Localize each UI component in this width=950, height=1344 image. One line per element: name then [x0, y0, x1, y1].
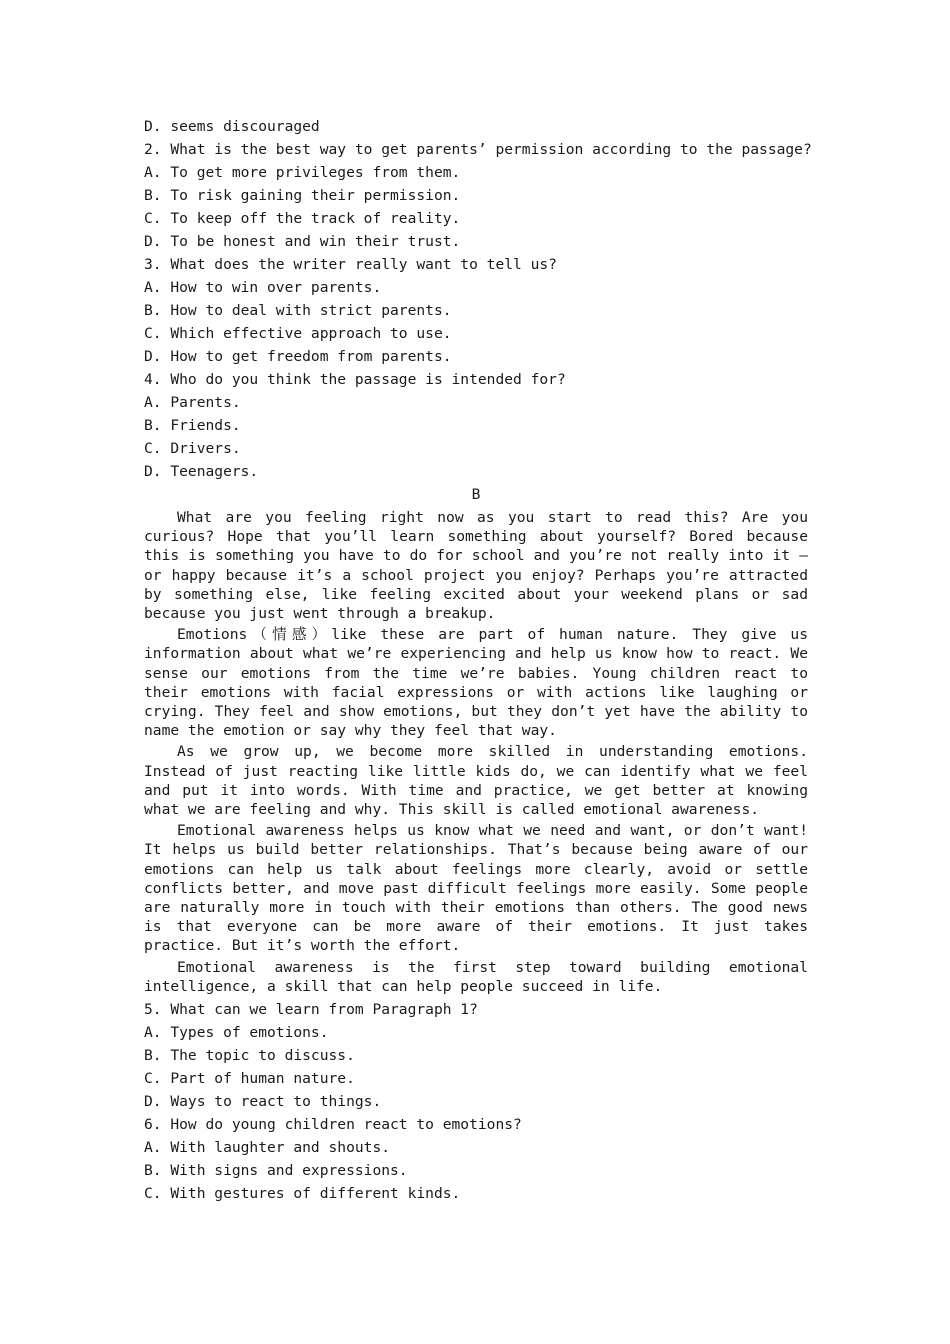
passage-b-paragraph-3: As we grow up, we become more skilled in understanding emotions. Instead of just reacting like little kids do, we can identify what we feel and put it into words. With time and practice, we get better at knowing what we are feeling and why. This skill is called emotional awareness. [144, 743, 808, 819]
q1-option-d: D. seems discouraged [144, 118, 320, 135]
q2-option-c: C. To keep off the track of reality. [144, 210, 461, 227]
passage-b-paragraph-1: What are you feeling right now as you start to read this? Are you curious? Hope that you’ll learn something about yourself? Bored because this is something you have to do for school and you’re not really into it — or happy because it’s a school project you enjoy? Perhaps you’re attracted by something else, like feeling excited about your weekend plans or sad because you just went through a breakup. [144, 509, 808, 623]
passage-b-paragraph-4: Emotional awareness helps us know what we need and want, or don’t want! It helps us build better relationships. That’s because being aware of our emotions can help us talk about feelings more clearly, avoid or settle conflicts better, and move past difficult feelings more easily. Some people are naturally more in touch with their emotions than others. The good news is that everyone can be more aware of their emotions. It just takes practice. But it’s worth the effort. [144, 822, 808, 955]
document-page [144, 115, 812, 1205]
q2-option-d: D. To be honest and win their trust. [144, 233, 461, 250]
q4-option-a: A. Parents. [144, 394, 241, 411]
q5-option-b: B. The topic to discuss. [144, 1047, 355, 1065]
q6-option-c: C. With gestures of different kinds. [144, 1185, 461, 1203]
q6-option-a: A. With laughter and shouts. [144, 1139, 391, 1157]
q3-option-d: D. How to get freedom from parents. [144, 348, 452, 365]
q3-option-c: C. Which effective approach to use. [144, 325, 452, 342]
q5-option-c: C. Part of human nature. [144, 1070, 355, 1088]
q4-option-b: B. Friends. [144, 417, 241, 434]
q4-question: 4. Who do you think the passage is intended for? [144, 371, 566, 388]
q5-question: 5. What can we learn from Paragraph 1? [144, 1001, 478, 1019]
q3-question: 3. What does the writer really want to tell us? [144, 256, 557, 273]
passage-b-heading: B [471, 486, 481, 503]
q2-option-b: B. To risk gaining their permission. [144, 187, 461, 204]
q2-question: 2. What is the best way to get parents’ permission according to the passage? [144, 141, 812, 158]
q4-option-c: C. Drivers. [144, 440, 241, 457]
q5-option-d: D. Ways to react to things. [144, 1093, 382, 1111]
q4-option-d: D. Teenagers. [144, 463, 259, 480]
q6-option-b: B. With signs and expressions. [144, 1162, 408, 1180]
q2-option-a: A. To get more privileges from them. [144, 164, 461, 181]
q6-question: 6. How do young children react to emotions? [144, 1116, 522, 1134]
q5-option-a: A. Types of emotions. [144, 1024, 329, 1042]
q3-option-b: B. How to deal with strict parents. [144, 302, 452, 319]
passage-b-paragraph-5: Emotional awareness is the first step toward building emotional intelligence, a skill that can help people succeed in life. [144, 958, 808, 995]
q3-option-a: A. How to win over parents. [144, 279, 382, 296]
passage-b-paragraph-2: Emotions（情感）like these are part of human nature. They give us information about what we’re experiencing and help us know how to react. We sense our emotions from the time we’re babies. Young children react to their emotions with facial expressions or with actions like laughing or crying. They feel and show emotions, but they don’t yet have the ability to name the emotion or say why they feel that way. [144, 626, 808, 740]
